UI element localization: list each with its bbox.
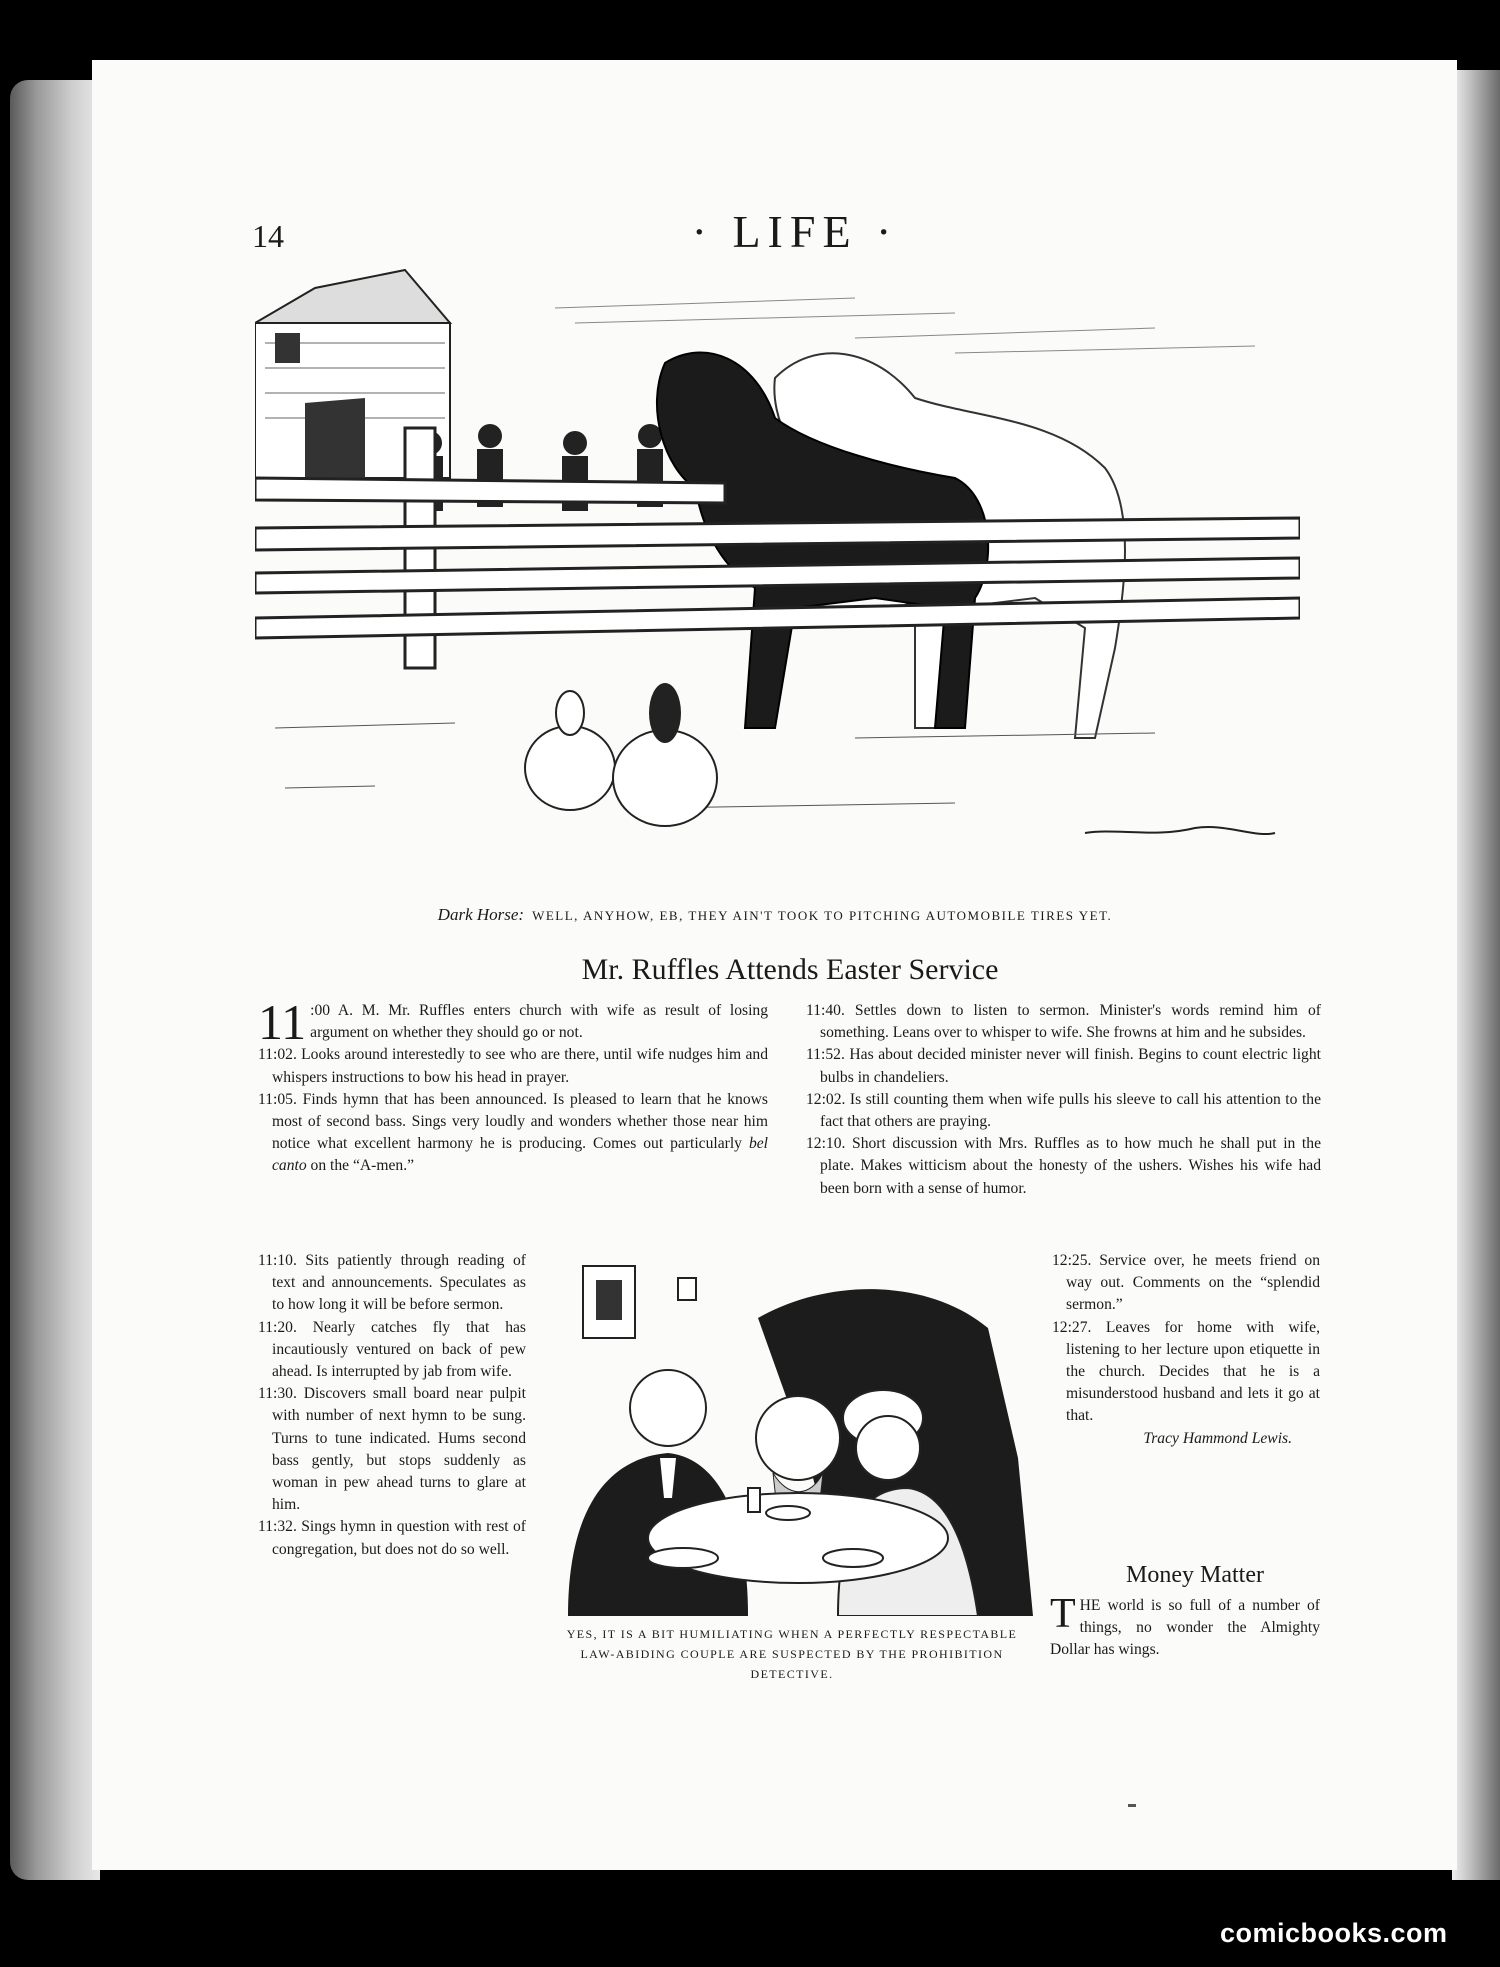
article-entry: 11:30. Discovers small board near pulpit with number of next hymn to be sung. Turns to tune indicated. Hums second bass gently, but stops suddenly as woman in pew ahead turns to glare at him. (258, 1385, 526, 1514)
article-title: Mr. Ruffles Attends Easter Service (581, 953, 999, 986)
article-column-left-top (258, 994, 768, 1178)
article-entry: 11:32. Sings hymn in question with rest of congregation, but does not do so well. (258, 1518, 526, 1558)
magazine-title: · LIFE · (691, 206, 899, 257)
book-right-edge (1452, 70, 1500, 1880)
article-entry: 11:52. Has about decided minister never will finish. Begins to count electric light bulbs in chandeliers. (806, 1046, 1321, 1086)
sidebar-title: Money Matter (1126, 1562, 1264, 1588)
sidebar-text: THE world is so full of a number of things, no wonder the Almighty Dollar has wings. (1050, 1591, 1320, 1659)
article-entry: 11:02. Looks around interestedly to see who are there, until wife nudges him and whispers instructions to bow his head in prayer. (258, 1046, 768, 1086)
book-spine-edge (10, 80, 100, 1880)
article-column-right-narrow (1052, 1250, 1320, 1450)
horses-cartoon-illustration (255, 268, 1300, 903)
caption-speaker: Dark Horse: (437, 905, 525, 924)
article-entry: 11 :00 A. M. Mr. Ruffles enters church with wife as result of losing argument on whether they should go or not. (258, 994, 768, 1050)
diners-cartoon-caption: YES, IT IS A BIT HUMILIATING WHEN A PERFECTLY RESPECTABLE LAW-ABIDING COUPLE ARE SUSPECTED BY THE PROHIBITION DETECTIVE. (566, 1627, 1018, 1681)
sidebar-dropcap: T (1050, 1591, 1076, 1637)
article-entry: 12:10. Short discussion with Mrs. Ruffles as to how much he shall put in the plate. Makes witticism about the honesty of the ushers. Wishes his wife had been born with a sense of humor. (806, 1135, 1321, 1197)
article-entry: 11:20. Nearly catches fly that has incautiously ventured on back of pew ahead. Is interrupted by jab from wife. (258, 1318, 526, 1381)
horses-cartoon-caption (250, 905, 1300, 925)
article-entry: 12:25. Service over, he meets friend on way out. Comments on the “splendid sermon.” (1052, 1252, 1320, 1314)
article-entry: 11:10. Sits patiently through reading of text and announcements. Speculates as to how long it will be before sermon. (258, 1252, 526, 1314)
article-column-right-top (806, 1000, 1321, 1200)
diners-cartoon-illustration (548, 1258, 1033, 1616)
article-byline: Tracy Hammond Lewis. (1143, 1429, 1292, 1447)
page-mark (1128, 1804, 1136, 1807)
caption-text: WELL, ANYHOW, EB, THEY AIN'T TOOK TO PITCHING AUTOMOBILE TIRES YET. (532, 908, 1113, 923)
article-dropcap: 11 (258, 994, 307, 1050)
watermark-text: comicbooks.com (1220, 1918, 1448, 1948)
article-entry: 12:02. Is still counting them when wife pulls his sleeve to call his attention to the fact that others are praying. (806, 1090, 1321, 1131)
article-entry: 11:05. Finds hymn that has been announced. Is pleased to learn that he knows most of second bass. Sings very loudly and wonders whether those near him notice what excellent harmony he is producing. Comes out particularly bel canto on the “A-men.” (258, 1090, 768, 1175)
article-entry: 11:40. Settles down to listen to sermon. Minister's words remind him of something. Leans over to whisper to wife. She frowns at him and he subsides. (806, 1002, 1321, 1042)
page-number: 14 (252, 218, 284, 254)
article-column-left-narrow (258, 1250, 526, 1561)
article-entry: 12:27. Leaves for home with wife, listening to her lecture upon etiquette in the church. Decides that he is a misunderstood husband and lets it go at that. (1052, 1318, 1320, 1425)
